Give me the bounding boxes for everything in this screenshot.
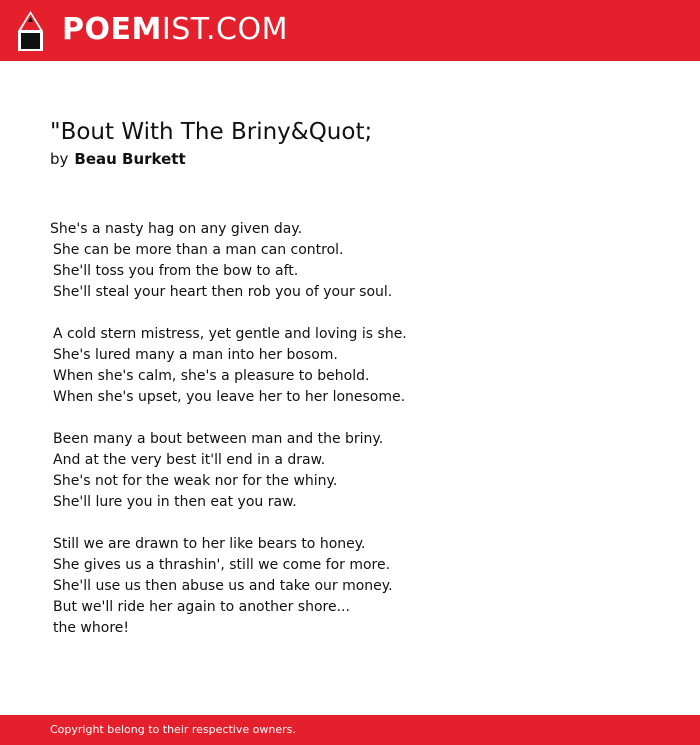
author-name[interactable]: Beau Burkett bbox=[74, 150, 186, 168]
logo-bold-text: POEM bbox=[62, 12, 162, 47]
poem-body bbox=[50, 219, 650, 660]
poem-line: the whore! bbox=[53, 620, 129, 636]
poem-line: She's lured many a man into her bosom. bbox=[53, 347, 338, 363]
poem-title: "Bout With The Briny&Quot; bbox=[50, 119, 373, 145]
stanza bbox=[50, 534, 650, 639]
poem-line: She can be more than a man can control. bbox=[53, 242, 344, 258]
poem-line: She'll use us then abuse us and take our money. bbox=[53, 578, 393, 594]
stanza bbox=[50, 324, 650, 408]
poem-line: A cold stern mistress, yet gentle and loving is she. bbox=[53, 326, 407, 342]
poem-line: She'll toss you from the bow to aft. bbox=[53, 263, 299, 279]
copyright-text: Copyright belong to their respective owners. bbox=[50, 723, 296, 736]
poem-line: She's a nasty hag on any given day. bbox=[50, 221, 303, 237]
poem-line: She's not for the weak nor for the whiny. bbox=[53, 473, 338, 489]
pencil-icon[interactable] bbox=[18, 11, 43, 51]
poem-line: When she's upset, you leave her to her lonesome. bbox=[53, 389, 406, 405]
poem-line: She'll lure you in then eat you raw. bbox=[53, 494, 297, 510]
poem-line: She gives us a thrashin', still we come for more. bbox=[53, 557, 391, 573]
site-header bbox=[0, 0, 700, 61]
poem-line: But we'll ride her again to another shore... bbox=[53, 599, 350, 615]
poem-line: When she's calm, she's a pleasure to behold. bbox=[53, 368, 370, 384]
by-label: by bbox=[50, 150, 69, 168]
poem-line: Been many a bout between man and the briny. bbox=[53, 431, 384, 447]
poem-line: She'll steal your heart then rob you of your soul. bbox=[53, 284, 393, 300]
stanza bbox=[50, 429, 650, 513]
byline bbox=[50, 149, 186, 169]
site-logo[interactable] bbox=[62, 12, 288, 48]
stanza bbox=[50, 219, 650, 303]
logo-light-text: IST.COM bbox=[161, 12, 288, 47]
poem-line: Still we are drawn to her like bears to honey. bbox=[53, 536, 366, 552]
site-footer bbox=[0, 715, 700, 745]
poem-line: And at the very best it'll end in a draw. bbox=[53, 452, 326, 468]
